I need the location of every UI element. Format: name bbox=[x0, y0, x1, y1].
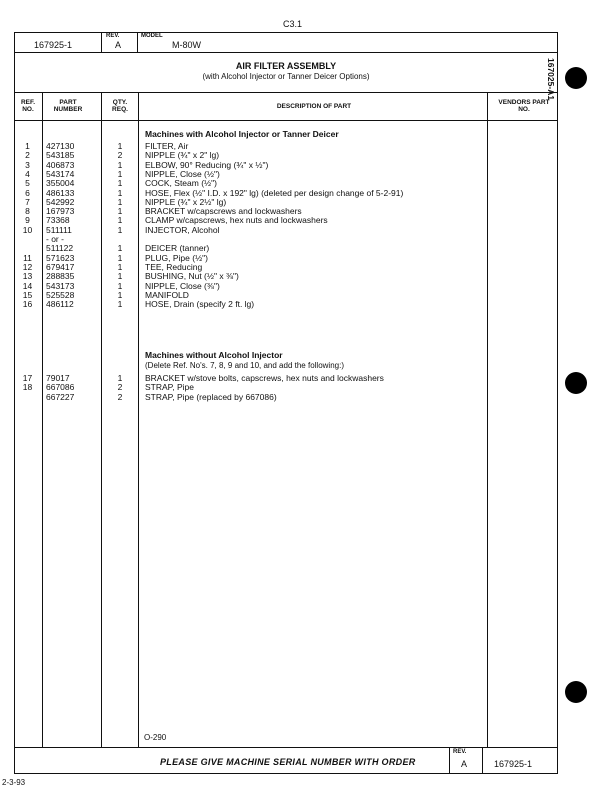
quantity: 1 bbox=[117, 159, 123, 170]
part-number: 679417 bbox=[46, 261, 75, 272]
part-number: 543185 bbox=[46, 150, 75, 161]
part-number: 73368 bbox=[46, 215, 70, 226]
quantity: 1 bbox=[117, 243, 123, 254]
quantity: 1 bbox=[117, 187, 123, 198]
page-label: C3.1 bbox=[283, 19, 303, 29]
ref-number: 12 bbox=[22, 261, 33, 272]
header-model-label: MODEL bbox=[141, 33, 163, 39]
ref-number: 15 bbox=[22, 289, 33, 300]
quantity: 2 bbox=[117, 382, 123, 393]
part-number: 486133 bbox=[46, 187, 75, 198]
ref-number: 2 bbox=[25, 150, 30, 161]
part-number: 486112 bbox=[46, 299, 74, 310]
part-number: 525528 bbox=[46, 289, 75, 300]
part-number: - or - bbox=[46, 234, 64, 244]
col-header-ref: REF. NO. bbox=[20, 99, 36, 113]
header-part-number: 167925-1 bbox=[34, 40, 73, 50]
part-description: TEE, Reducing bbox=[145, 261, 203, 272]
part-description: FILTER, Air bbox=[145, 141, 189, 151]
ref-number: 1 bbox=[25, 141, 30, 151]
quantity: 1 bbox=[117, 224, 123, 235]
parts-row bbox=[0, 170, 612, 179]
quantity: 1 bbox=[117, 271, 123, 282]
part-description: MANIFOLD bbox=[145, 289, 189, 300]
footer-rev-value: A bbox=[461, 759, 468, 769]
ref-number: 6 bbox=[25, 187, 30, 198]
punch-hole-top bbox=[565, 67, 587, 89]
quantity: 2 bbox=[117, 150, 123, 161]
part-description: NIPPLE (¾" x 2½" lg) bbox=[145, 196, 227, 207]
col-header-vendor: VENDORS PART NO. bbox=[498, 99, 550, 113]
parts-row bbox=[0, 374, 612, 383]
parts-row bbox=[0, 272, 612, 281]
part-number: 543173 bbox=[46, 280, 75, 291]
parts-row bbox=[0, 254, 612, 263]
quantity: 2 bbox=[117, 391, 123, 402]
parts-row bbox=[0, 189, 612, 198]
header-rev-value: A bbox=[115, 40, 122, 50]
ref-number: 14 bbox=[22, 280, 33, 291]
part-description: NIPPLE, Close (½") bbox=[145, 168, 220, 179]
part-number: 542992 bbox=[46, 196, 75, 207]
ref-number: 13 bbox=[22, 271, 33, 282]
part-number: 167973 bbox=[46, 206, 75, 217]
quantity: 1 bbox=[117, 289, 123, 300]
footer-notice: PLEASE GIVE MACHINE SERIAL NUMBER WITH ORDER bbox=[160, 757, 416, 767]
quantity: 1 bbox=[117, 206, 123, 217]
parts-row bbox=[0, 300, 612, 309]
part-number: 667086 bbox=[46, 382, 75, 393]
parts-row bbox=[0, 244, 612, 253]
section-title: Machines without Alcohol Injector bbox=[145, 350, 283, 360]
part-description: HOSE, Flex (½" I.D. x 192" lg) (deleted per design change of 5-2-91) bbox=[145, 187, 404, 198]
part-number: 511122 bbox=[46, 243, 74, 254]
part-description: CLAMP w/capscrews, hex nuts and lockwashers bbox=[145, 215, 328, 226]
col-header-desc: DESCRIPTION OF PART bbox=[276, 103, 352, 110]
quantity: 1 bbox=[117, 280, 123, 291]
part-number: 571623 bbox=[46, 252, 75, 263]
ref-number: 7 bbox=[25, 196, 30, 207]
parts-row bbox=[0, 235, 612, 244]
header-rev-label: REV. bbox=[106, 33, 120, 39]
part-number: 427130 bbox=[46, 141, 75, 151]
part-number: 543174 bbox=[46, 168, 75, 179]
part-number: 355004 bbox=[46, 178, 75, 189]
side-code: 167025-A1 bbox=[546, 58, 556, 101]
section-note: (Delete Ref. No's. 7, 8, 9 and 10, and add the following:) bbox=[145, 361, 344, 370]
part-description: STRAP, Pipe (replaced by 667086) bbox=[145, 391, 277, 402]
footer-rev-label: REV. bbox=[453, 749, 467, 755]
ref-number: 10 bbox=[22, 224, 33, 235]
parts-row bbox=[0, 383, 612, 392]
parts-row bbox=[0, 263, 612, 272]
part-description: ELBOW, 90° Reducing (¾" x ½") bbox=[145, 159, 269, 170]
section-title: Machines with Alcohol Injector or Tanner Deicer bbox=[145, 129, 339, 139]
parts-row bbox=[0, 282, 612, 291]
part-description: COCK, Steam (½") bbox=[145, 178, 217, 189]
ref-number: 5 bbox=[25, 178, 30, 189]
part-description: BUSHING, Nut (½" x ⅜") bbox=[145, 271, 239, 282]
bottom-code: O-290 bbox=[144, 733, 167, 742]
ref-number: 17 bbox=[22, 373, 33, 383]
quantity: 1 bbox=[117, 168, 123, 179]
ref-number: 11 bbox=[23, 252, 32, 263]
part-description: PLUG, Pipe (½") bbox=[145, 252, 209, 263]
parts-row bbox=[0, 142, 612, 151]
part-description: INJECTOR, Alcohol bbox=[145, 224, 220, 235]
ref-number: 18 bbox=[22, 382, 33, 393]
footer-part-number: 167925-1 bbox=[494, 759, 533, 769]
part-number: 288835 bbox=[46, 271, 75, 282]
ref-number: 4 bbox=[25, 168, 30, 179]
part-description: HOSE, Drain (specify 2 ft. lg) bbox=[145, 299, 255, 310]
part-number: 667227 bbox=[46, 391, 75, 402]
parts-row bbox=[0, 216, 612, 225]
part-description: BRACKET w/stove bolts, capscrews, hex nuts and lockwashers bbox=[145, 373, 384, 383]
assembly-title: AIR FILTER ASSEMBLY bbox=[235, 61, 337, 71]
parts-row bbox=[0, 291, 612, 300]
parts-row bbox=[0, 226, 612, 235]
parts-row bbox=[0, 393, 612, 402]
assembly-subtitle: (with Alcohol Injector or Tanner Deicer Options) bbox=[202, 72, 370, 81]
quantity: 1 bbox=[117, 196, 123, 207]
ref-number: 3 bbox=[25, 159, 30, 170]
header-model-value: M-80W bbox=[172, 40, 201, 50]
ref-number: 8 bbox=[25, 206, 30, 217]
ref-number: 9 bbox=[25, 215, 30, 226]
part-description: DEICER (tanner) bbox=[145, 243, 210, 254]
date-stamp: 2-3-93 bbox=[2, 778, 26, 787]
part-number: 511111 bbox=[46, 224, 72, 235]
col-header-part: PART NUMBER bbox=[53, 99, 83, 113]
quantity: 1 bbox=[117, 178, 123, 189]
ref-number: 16 bbox=[22, 299, 33, 310]
punch-hole-bottom bbox=[565, 681, 587, 703]
part-description: NIPPLE, Close (⅜") bbox=[145, 280, 220, 291]
part-description: STRAP, Pipe bbox=[145, 382, 194, 393]
col-header-qty: QTY. REQ. bbox=[112, 99, 128, 113]
part-number: 79017 bbox=[46, 373, 70, 383]
quantity: 1 bbox=[117, 252, 123, 263]
part-number: 406873 bbox=[46, 159, 75, 170]
parts-row bbox=[0, 198, 612, 207]
parts-row bbox=[0, 161, 612, 170]
quantity: 1 bbox=[117, 299, 123, 310]
quantity: 1 bbox=[117, 261, 123, 272]
quantity: 1 bbox=[117, 215, 123, 226]
quantity: 1 bbox=[117, 373, 123, 383]
part-description: BRACKET w/capscrews and lockwashers bbox=[145, 206, 302, 217]
quantity: 1 bbox=[117, 141, 123, 151]
part-description: NIPPLE (¾" x 2" lg) bbox=[145, 150, 220, 161]
parts-row bbox=[0, 151, 612, 160]
